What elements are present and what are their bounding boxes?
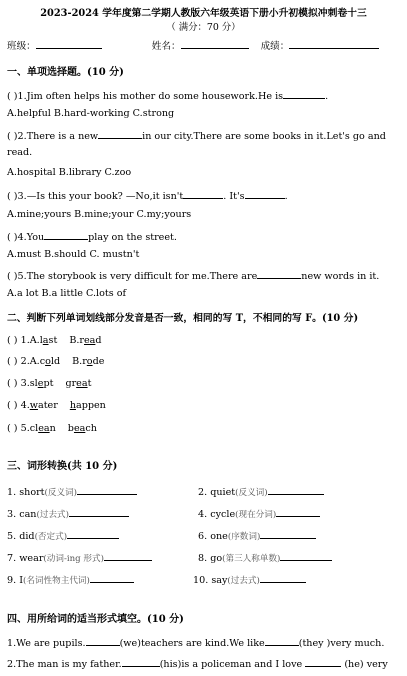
s1-q5-blank[interactable] — [257, 268, 301, 279]
class-label: 班级： — [7, 41, 36, 52]
s3-left-item: 3. can(过去式) — [7, 506, 129, 521]
s1-q1-stem: ( )1.Jim often helps his mother do some housework.He is . — [7, 88, 328, 103]
s1-q3-blank2[interactable] — [245, 188, 285, 199]
word-b: B.rode — [72, 356, 105, 367]
full-score: （ 满分：70 分） — [166, 22, 241, 33]
s3-blank[interactable] — [260, 572, 306, 583]
page-title: 2023-2024 学年度第二学期人教版六年级英语下册小升初模拟冲刺卷十三 — [40, 8, 367, 19]
s2-item: ( ) 1.A.last B.read — [7, 335, 102, 346]
s3-blank[interactable] — [67, 528, 119, 539]
word-b: great — [65, 378, 92, 389]
s1-q1-options: A.helpful B.hard-working C.strong — [7, 108, 175, 119]
s4-q1-blank2[interactable] — [265, 635, 299, 646]
name-label: 姓名： — [151, 41, 181, 52]
word-b: B.read — [69, 335, 102, 346]
s3-left-item: 9. I(名词性物主代词) — [7, 572, 134, 587]
name-blank[interactable] — [181, 38, 249, 49]
s1-q2-stem: ( )2.There is a new in our city.There are some books in it.Let's go and — [7, 128, 386, 143]
s1-q5-options: A.a lot B.a little C.lots of — [7, 288, 127, 299]
s1-q3-blank1[interactable] — [183, 188, 223, 199]
s3-blank[interactable] — [90, 572, 134, 583]
s4-q2-blank2[interactable] — [305, 656, 341, 667]
section1-heading: 一、单项选择题。(10 分) — [7, 67, 124, 78]
s3-left-item: 7. wear(动词-ing 形式) — [7, 550, 152, 565]
s4-q1-blank1[interactable] — [86, 635, 120, 646]
s3-right-item: 8. go(第三人称单数) — [198, 550, 332, 565]
word-a: cold — [39, 356, 61, 367]
s1-q4-blank[interactable] — [44, 229, 88, 240]
score-blank[interactable] — [289, 38, 379, 49]
s3-blank[interactable] — [268, 484, 324, 495]
section4-heading: 四、用所给词的适当形式填空。(10 分) — [7, 614, 184, 625]
section2-heading: 二、判断下列单词划线部分发音是否一致，相同的写 T，不相同的写 F。(10 分) — [7, 313, 359, 324]
word-a: water — [29, 400, 58, 411]
s1-q4-stem: ( )4.You play on the street. — [7, 229, 177, 244]
student-info-row — [7, 38, 379, 53]
s3-blank[interactable] — [260, 528, 316, 539]
s1-q1-blank[interactable] — [283, 88, 325, 99]
s1-q3-options: A.mine;yours B.mine;your C.my;yours — [7, 209, 192, 220]
s3-blank[interactable] — [280, 550, 332, 561]
s3-blank[interactable] — [69, 506, 129, 517]
s3-blank[interactable] — [104, 550, 152, 561]
s3-blank[interactable] — [276, 506, 320, 517]
word-a: slept — [29, 378, 54, 389]
s4-q2-blank1[interactable] — [122, 656, 160, 667]
s3-left-item: 5. did(否定式) — [7, 528, 119, 543]
score-label: 成绩： — [260, 41, 290, 52]
class-blank[interactable] — [36, 38, 102, 49]
s2-item: ( ) 5.clean beach — [7, 423, 97, 434]
s3-left-item: 1. short(反义词) — [7, 484, 137, 499]
s3-right-item: 4. cycle(现在分词) — [198, 506, 320, 521]
word-b: happen — [69, 400, 106, 411]
s2-item: ( ) 4.water happen — [7, 400, 106, 411]
word-a: clean — [29, 423, 56, 434]
s1-q2-blank[interactable] — [98, 128, 142, 139]
word-b: beach — [67, 423, 97, 434]
s1-q2-options: A.hospital B.library C.zoo — [7, 167, 132, 178]
s4-q2: 2.The man is my father. (his)is a policeman and I love (he) very — [7, 656, 388, 671]
s3-right-item: 10. say(过去式) — [193, 572, 306, 587]
word-a: last — [39, 335, 58, 346]
s3-right-item: 2. quiet(反义词) — [198, 484, 324, 499]
section3-heading: 三、词形转换(共 10 分) — [7, 461, 118, 472]
s3-blank[interactable] — [77, 484, 137, 495]
s3-right-item: 6. one(序数词) — [198, 528, 316, 543]
s2-item: ( ) 3.slept great — [7, 378, 92, 389]
s2-item: ( ) 2.A.cold B.rode — [7, 356, 105, 367]
s1-q3-stem: ( )3.—Is this your book? —No,it isn't . It's . — [7, 188, 288, 203]
s1-q2-stem-cont: read. — [7, 147, 33, 158]
s1-q4-options: A.must B.should C. mustn't — [7, 249, 140, 260]
s4-q1: 1.We are pupils. (we)teachers are kind.We like (they )very much. — [7, 635, 384, 650]
s1-q5-stem: ( )5.The storybook is very difficult for me.There are new words in it. — [7, 268, 379, 283]
